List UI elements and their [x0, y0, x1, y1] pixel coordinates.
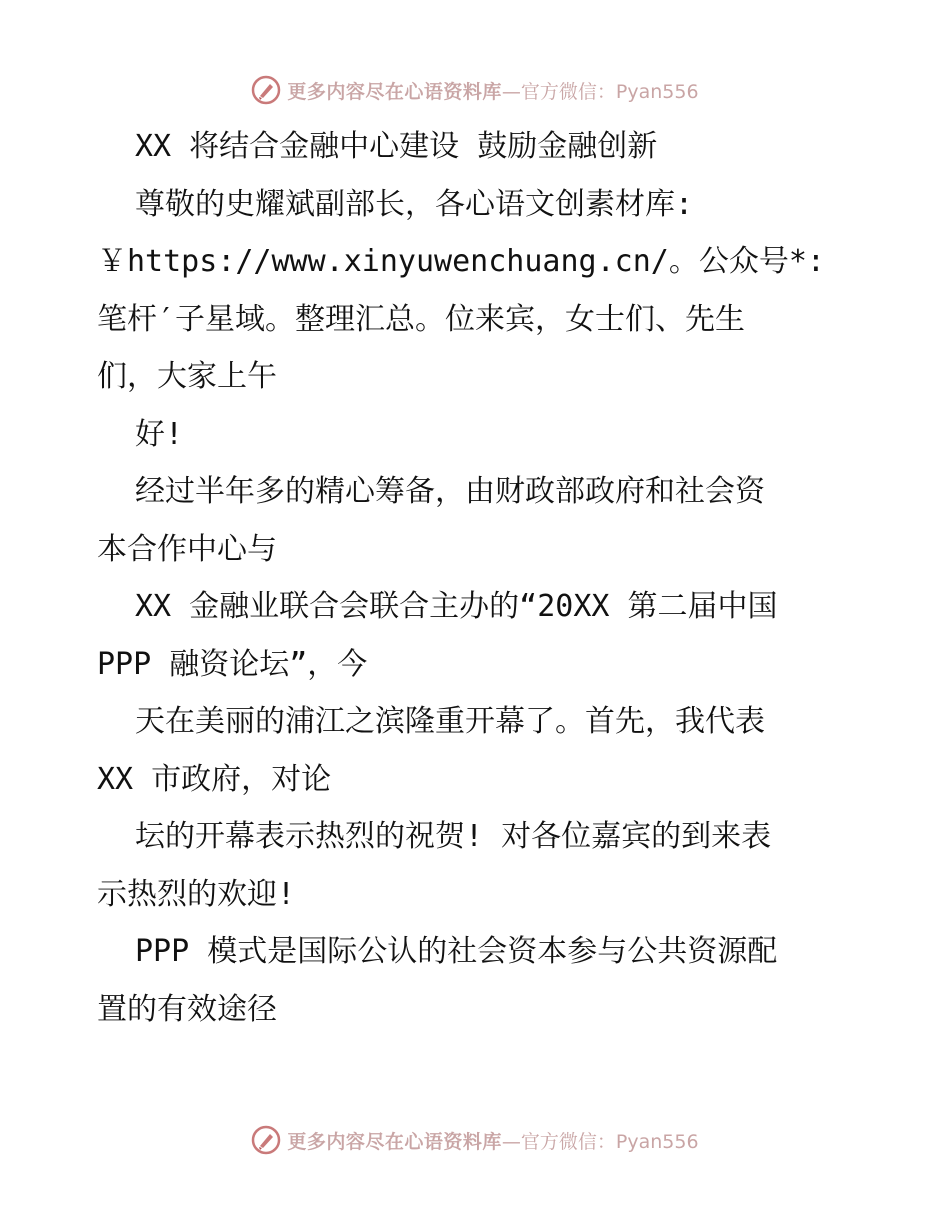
text-line: PPP 模式是国际公认的社会资本参与公共资源配 — [135, 934, 778, 969]
text-line: 本合作中心与 — [97, 531, 277, 567]
text-line: 好! — [135, 416, 184, 452]
text-line: XX 市政府，对论 — [97, 761, 332, 797]
footer-banner — [0, 1120, 950, 1160]
text-line: 天在美丽的浦江之滨隆重开幕了。首先，我代表 — [135, 704, 765, 739]
text-line: ￥https://www.xinyuwenchuang.cn/。公众号*: — [97, 244, 825, 279]
text-line: 笔杆′子星域。整理汇总。位来宾，女士们、先生 — [97, 301, 746, 337]
text-line: PPP 融资论坛”，今 — [97, 646, 368, 682]
text-line: 们，大家上午 — [97, 359, 277, 394]
banner-text: 更多内容尽在心语资料库 — [287, 80, 502, 103]
banner-contact: —官方微信：Pyan556 — [501, 80, 699, 103]
banner-text: 更多内容尽在心语资料库 — [287, 1130, 502, 1153]
text-line: XX 金融业联合会联合主办的“20XX 第二届中国 — [135, 589, 778, 624]
document-body — [97, 118, 857, 1038]
text-line: 示热烈的欢迎! — [97, 876, 296, 912]
text-line: 经过半年多的精心筹备，由财政部政府和社会资 — [135, 474, 765, 509]
pen-logo-icon — [251, 1125, 281, 1155]
pen-logo-icon — [251, 75, 281, 105]
text-line: 尊敬的史耀斌副部长，各心语文创素材库: — [135, 186, 694, 222]
text-line: 置的有效途径 — [97, 991, 277, 1027]
header-banner — [0, 70, 950, 110]
text-line: 坛的开幕表示热烈的祝贺! 对各位嘉宾的到来表 — [135, 819, 772, 854]
document-title: XX 将结合金融中心建设 鼓励金融创新 — [135, 129, 658, 164]
banner-contact: —官方微信：Pyan556 — [501, 1130, 699, 1153]
